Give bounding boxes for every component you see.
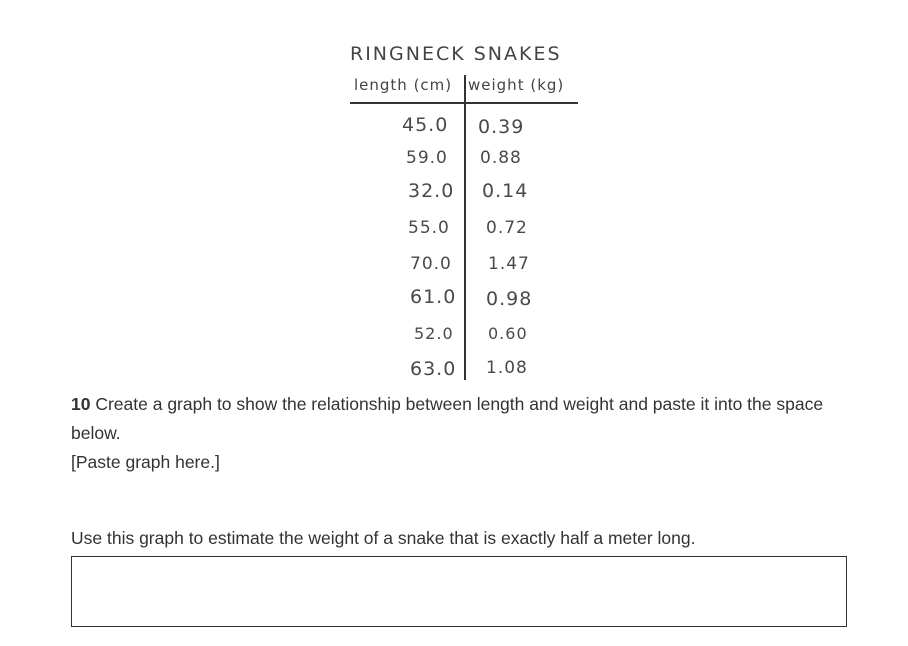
row-3-length: 32.0: [408, 180, 455, 202]
handwritten-data-table: [340, 40, 590, 385]
row-3-weight: 0.14: [482, 180, 529, 202]
row-4-length: 55.0: [408, 218, 450, 238]
column-header-weight: weight (kg): [468, 76, 565, 94]
row-5-length: 70.0: [410, 254, 452, 274]
question-text: [71, 390, 831, 448]
row-7-length: 52.0: [414, 324, 454, 343]
row-2-length: 59.0: [406, 148, 448, 168]
row-2-weight: 0.88: [480, 148, 522, 168]
paste-graph-hint: [Paste graph here.]: [71, 452, 220, 472]
table-column-divider: [464, 75, 466, 380]
row-6-length: 61.0: [410, 286, 457, 308]
column-header-length: length (cm): [354, 76, 453, 94]
row-5-weight: 1.47: [488, 254, 530, 274]
row-1-length: 45.0: [402, 114, 449, 136]
estimate-prompt: Use this graph to estimate the weight of a snake that is exactly half a meter long.: [71, 528, 696, 548]
table-title: RINGNECK SNAKES: [350, 43, 562, 65]
row-7-weight: 0.60: [488, 324, 528, 343]
row-6-weight: 0.98: [486, 288, 533, 310]
question-number: 10: [71, 394, 91, 414]
row-8-length: 63.0: [410, 358, 457, 380]
question-body: Create a graph to show the relationship between length and weight and paste it into the space below.: [71, 394, 824, 443]
row-8-weight: 1.08: [486, 358, 528, 378]
row-1-weight: 0.39: [478, 116, 525, 138]
row-4-weight: 0.72: [486, 218, 528, 238]
answer-input-box[interactable]: [71, 556, 847, 627]
